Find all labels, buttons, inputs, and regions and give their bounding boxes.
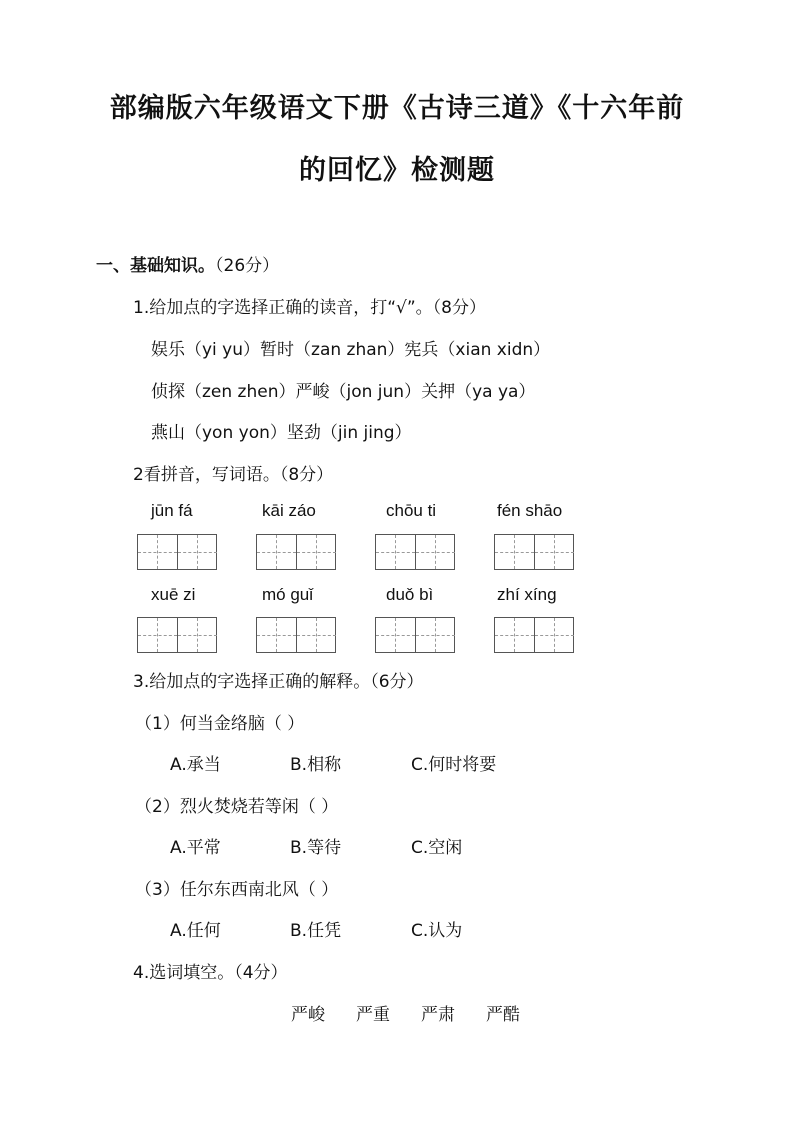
section-heading	[96, 251, 279, 276]
question-3-item-3: （3）任尔东西南北风（ ）	[135, 880, 339, 900]
page-title-line1: 部编版六年级语文下册《古诗三道》《十六年前	[109, 93, 685, 124]
question-2-text: 2看拼音，写词语。（8分）	[133, 465, 334, 485]
option-c: C.何时将要	[411, 755, 497, 775]
option-c: C.空闲	[411, 838, 463, 858]
word-choice: 严酷	[486, 1005, 520, 1025]
writing-grid[interactable]	[375, 534, 455, 570]
pinyin-6: mó guǐ	[262, 585, 314, 604]
question-1-line-1: 娱乐（yi yu）暂时（zan zhan）宪兵（xian xidn）	[151, 340, 551, 360]
writing-grid[interactable]	[256, 617, 336, 653]
option-a: A.承当	[170, 755, 221, 775]
question-3-item-2: （2）烈火焚烧若等闲（ ）	[135, 797, 339, 817]
question-1-line-2: 侦探（zen zhen）严峻（jon jun）关押（ya ya）	[151, 382, 536, 402]
question-1-text: 1.给加点的字选择正确的读音，打“√”。（8分）	[133, 298, 486, 318]
word-choice: 严重	[356, 1005, 390, 1025]
section-score: （26分）	[215, 256, 280, 276]
word-choice: 严肃	[421, 1005, 455, 1025]
question-3-text: 3.给加点的字选择正确的解释。（6分）	[133, 672, 424, 692]
writing-grid[interactable]	[494, 534, 574, 570]
writing-grid[interactable]	[375, 617, 455, 653]
option-b: B.任凭	[290, 921, 342, 941]
option-a: A.任何	[170, 921, 221, 941]
option-b: B.相称	[290, 755, 342, 775]
question-4-text: 4.选词填空。（4分）	[133, 963, 288, 983]
writing-grid[interactable]	[256, 534, 336, 570]
question-1-line-3: 燕山（yon yon）坚劲（jin jing）	[151, 423, 412, 443]
writing-grid[interactable]	[137, 534, 217, 570]
word-choice: 严峻	[291, 1005, 325, 1025]
question-3-item-1: （1）何当金络脑（ ）	[135, 714, 305, 734]
option-b: B.等待	[290, 838, 342, 858]
pinyin-7: duǒ bì	[386, 585, 434, 604]
option-c: C.认为	[411, 921, 463, 941]
pinyin-4: fén shāo	[497, 501, 563, 520]
option-a: A.平常	[170, 838, 221, 858]
section-label: 一、基础知识。	[96, 256, 215, 276]
pinyin-5: xuē zi	[151, 585, 196, 604]
pinyin-2: kāi záo	[262, 501, 316, 520]
pinyin-8: zhí xíng	[497, 585, 557, 604]
writing-grid[interactable]	[494, 617, 574, 653]
pinyin-3: chōu ti	[386, 501, 437, 520]
writing-grid[interactable]	[137, 617, 217, 653]
page-title-line2: 的回忆》检测题	[299, 155, 495, 186]
pinyin-1: jūn fá	[151, 501, 193, 520]
